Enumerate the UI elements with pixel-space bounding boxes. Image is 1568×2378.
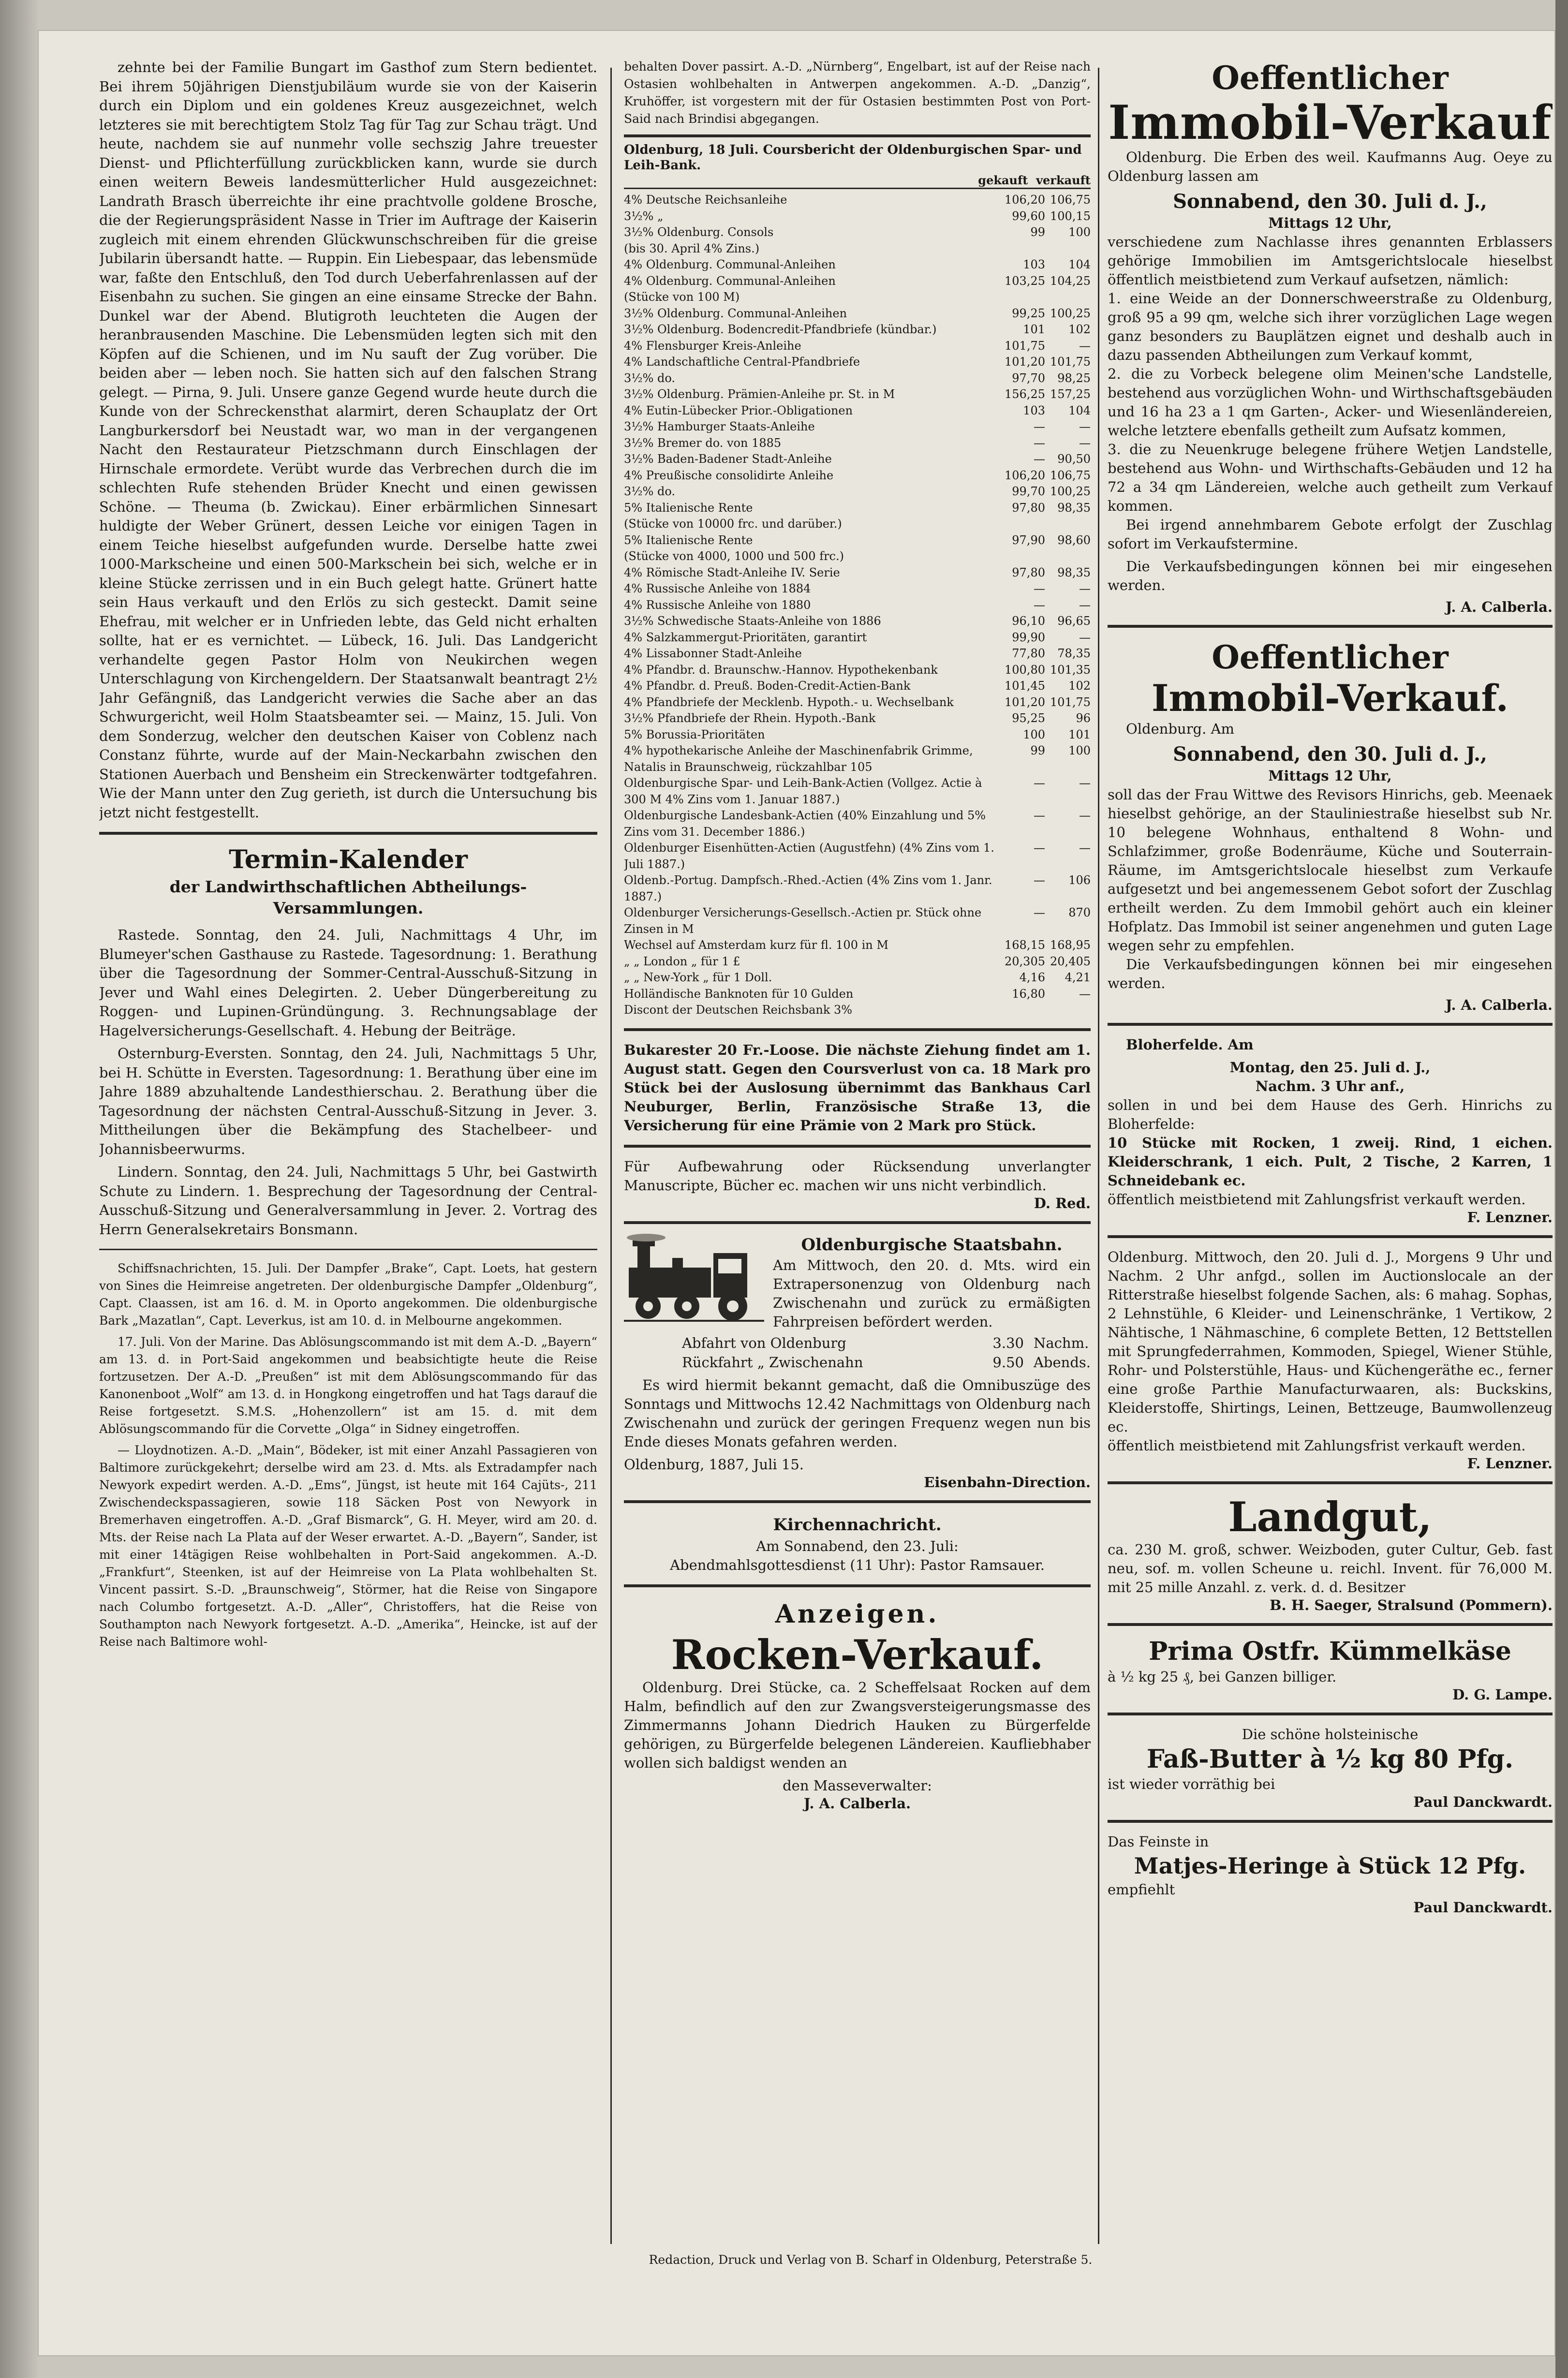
kurs-verkauft: 104 [1068,403,1091,417]
kurs-row [624,257,1091,273]
ad1-text2: verschiedene zum Nachlasse ihres genannten Erblassers gehörige Immobilien im Amtsgerichtslocale hieselbst öffentlich meistbietend zum Verkauf aufsetzen, nämlich: [1108,234,1553,288]
kurs-gekauft: — [1034,841,1045,855]
kurs-verkauft [1045,548,1091,565]
kurs-label: 3½% Bremer do. von 1885 [624,436,782,450]
ad1-text3: Bei irgend annehmbarem Gebote erfolgt der Zuschlag sofort im Verkaufstermine. [1108,517,1553,552]
kurs-label: 4% Römische Stadt-Anleihe IV. Serie [624,565,840,579]
manuscript-notice: Für Aufbewahrung oder Rücksendung unverlangter Manuscripte, Bücher ec. machen wir uns nicht verbindlich. [624,1158,1091,1194]
divider [1108,1023,1553,1026]
col-verkauft: verkauft [1036,173,1091,187]
kurs-label: „ „ London „ für 1 £ [624,954,740,968]
kurs-label: 3½% do. [624,485,675,498]
kurs-row [624,468,1091,484]
ad5-sign: B. H. Saeger, Stralsund (Pommern). [1270,1597,1553,1613]
ad8-title: Matjes-Heringe à Stück 12 Pfg. [1134,1853,1526,1879]
kurs-gekauft [1000,241,1045,257]
kirchen-line: Am Sonnabend, den 23. Juli: [756,1537,959,1554]
kurs-verkauft [1045,516,1091,532]
locomotive-icon [624,1234,764,1323]
kurs-row [624,403,1091,419]
ad2-time: Mittags 12 Uhr, [1268,768,1392,784]
kurs-gekauft: 101 [1023,323,1045,336]
kurs-gekauft: — [1034,776,1045,790]
kurs-label: Oldenburgische Landesbank-Actien (40% Einzahlung und 5% Zins vom 31. December 1886.) [624,809,986,839]
kurs-label: 4% Russische Anleihe von 1880 [624,598,811,612]
termin-subtitle: der Landwirthschaftlichen Abtheilungs-Versammlungen. [169,877,527,917]
ad6-title: Prima Ostfr. Kümmelkäse [1149,1637,1511,1666]
kurs-gekauft: 101,20 [1005,695,1045,709]
kurs-verkauft: 102 [1068,323,1091,336]
ad1-item: 3. die zu Neuenkruge belegene frühere Wetjen Landstelle, bestehend aus Wohn- und Wirthschafts-Gebäuden und 12 ha 72 a 34 qm Ländereien, welche auch getheilt zum Verkauf kommen. [1108,441,1553,514]
kurs-row [624,694,1091,711]
bahn-text: Am Mittwoch, den 20. d. Mts. wird ein Extrapersonenzug von Oldenburg nach Zwischenahn und zurück zu ermäßigten Fahrpreisen befördert werden. [773,1256,1091,1330]
ad1-item: 2. die zu Vorbeck belegene olim Meinen'sche Landstelle, bestehend aus vorzüglichen Wohn- und Wirthschaftsgebäuden und 16 ha 23 a 1 qm Garten-, Acker- und Wiesenländereien, welche letztere ebenfalls getheilt zum Aufsatz kommen, [1108,366,1553,439]
kurs-verkauft: 168,95 [1050,938,1091,952]
kurs-label: Holländische Banknoten für 10 Gulden [624,987,854,1001]
kurs-row [624,322,1091,338]
kurs-row [624,613,1091,630]
kurs-row [624,743,1091,775]
kurs-verkauft: 100,25 [1050,485,1091,498]
kurs-gekauft: — [1034,582,1045,595]
kurs-gekauft: 99 [1030,744,1045,757]
kurs-verkauft: 90,50 [1057,452,1091,466]
divider [99,1249,597,1250]
termin-entry: Lindern. Sonntag, den 24. Juli, Nachmittags 5 Uhr, bei Gastwirth Schute zu Lindern. 1. Besprechung der Tagesordnung der Central-Ausschuß-Sitzung und Generalversammlung in Jever. 2. Vortrag des Herrn Generalsekretairs Bonsmann. [99,1164,597,1238]
kurs-gekauft [1000,289,1045,306]
kurs-verkauft: 104,25 [1050,274,1091,288]
sched-part: Abends. [1033,1354,1091,1371]
kurs-gekauft: — [1034,436,1045,450]
kurs-verkauft: 101,35 [1050,663,1091,677]
kurs-row [624,548,1091,565]
kurs-row [624,386,1091,403]
kurs-label: Oldenburger Versicherungs-Gesellsch.-Actien pr. Stück ohne Zinsen in M [624,906,982,936]
kurs-label: (Stücke von 100 M) [624,290,740,304]
rocken-title: Rocken-Verkauf. [671,1630,1044,1679]
kurs-label: 4% Oldenburg. Communal-Anleihen [624,258,836,271]
imprint: Redaction, Druck und Verlag von B. Scharf in Oldenburg, Peterstraße 5. [649,2253,1093,2267]
termin-entry: Osternburg-Eversten. Sonntag, den 24. Juli, Nachmittags 5 Uhr, bei H. Schütte in Eversten. Tagesordnung: 1. Berathung über eine im Jahre 1889 abzuhaltende Landesthierschau. 2. Berathung über die Tagesordnung der nächsten Central-Ausschuß-Sitzung in Jever. 3. Mittheilungen über die Bekämpfung des Stachelbeer- und Johannisbeerwurms. [99,1045,597,1157]
kurs-gekauft [1000,548,1045,565]
ad2-date: Sonnabend, den 30. Juli d. J., [1173,743,1487,766]
kurs-gekauft: 99,90 [1012,630,1045,644]
divider [1108,1820,1553,1823]
kurs-row [624,840,1091,872]
kurs-verkauft: 870 [1068,906,1091,919]
anzeigen-heading: Anzeigen. [775,1599,940,1629]
kurs-verkauft: 106 [1068,873,1091,887]
ad3-text2: öffentlich meistbietend mit Zahlungsfrist verkauft werden. [1108,1191,1526,1208]
kurs-label: Wechsel auf Amsterdam kurz für fl. 100 in M [624,938,888,952]
divider [624,1028,1091,1031]
kurs-verkauft: — [1079,987,1091,1001]
kurs-gekauft: 97,90 [1012,533,1045,547]
kurs-row [624,630,1091,646]
ad8-sign: Paul Danckwardt. [1413,1899,1553,1916]
kurs-verkauft [1045,241,1091,257]
kurs-verkauft: 78,35 [1057,647,1091,660]
kurs-label: 3½% Oldenburg. Prämien-Anleihe pr. St. in M [624,387,895,401]
kurs-row [624,937,1091,954]
kurs-verkauft [1045,289,1091,306]
kirchen-line: Abendmahlsgottesdienst (11 Uhr): Pastor Ramsauer. [670,1556,1045,1573]
kurs-label: 5% Italienische Rente [624,533,753,547]
kurs-verkauft: 102 [1068,679,1091,693]
kurs-label: 3½% „ [624,209,664,223]
ad6-sign: D. G. Lampe. [1452,1686,1553,1703]
kurs-verkauft: — [1079,630,1091,644]
ad6-text: à ½ kg 25 ₰, bei Ganzen billiger. [1108,1669,1337,1685]
kurs-verkauft: — [1079,339,1091,353]
kurs-label: 4% Landschaftliche Central-Pfandbriefe [624,355,860,369]
kurs-row [624,516,1091,532]
kurs-verkauft: 100,25 [1050,306,1091,320]
kurs-row [624,451,1091,468]
ad1-date: Sonnabend, den 30. Juli d. J., [1173,190,1487,213]
kurs-verkauft: — [1079,420,1091,433]
ad4-text2: öffentlich meistbietend mit Zahlungsfrist verkauft werden. [1108,1437,1526,1454]
kurs-row [624,208,1091,225]
divider [1108,1481,1553,1484]
divider [624,1221,1091,1224]
kurs-verkauft: 98,35 [1057,501,1091,515]
kurs-verkauft: 106,75 [1050,468,1091,482]
kurs-label: 3½% Baden-Badener Stadt-Anleihe [624,452,832,466]
kurs-gekauft: — [1034,420,1045,433]
ad1-item: 1. eine Weide an der Donnerschweerstraße zu Oldenburg, groß 95 a 99 qm, welche sich ihrer vorzüglichen Lage wegen ganz besonders zu Bauplätzen eignet und deshalb auch in dazu passenden Abtheilungen zum Verkauf kommt, [1108,290,1553,363]
kurs-verkauft: — [1079,809,1091,822]
kurs-verkauft: 100 [1068,744,1091,757]
kurs-label: 4% Deutsche Reichsanleihe [624,193,787,207]
kurs-label: 4% Salzkammergut-Prioritäten, garantirt [624,630,867,644]
kurs-gekauft: 156,25 [1005,387,1045,401]
divider [624,134,1091,137]
rocken-line: den Masseverwalter: [783,1777,932,1794]
sched-label: Rückfahrt „ Zwischenahn [682,1354,863,1371]
ad2-text2: soll das der Frau Wittwe des Revisors Hinrichs, geb. Meenaek hieselbst gehörige, an der Stauliniestraße hieselbst sub Nr. 10 belegene Wohnhaus, enthaltend 8 Wohn- und Schlafzimmer, große Bodenräume, Küche und Souterrain-Räume, im Amtsgerichtslocale hieselbst zum Verkaufe aufgesetzt und bei angemessenem Gebot sofort der Zuschlag ertheilt werden. Zu dem Immobil gehört auch ein kleiner Hofplatz. Das Immobil ist seiner angenehmen und guten Lage wegen sehr zu empfehlen. [1108,786,1553,954]
divider [99,832,597,835]
kurs-label: 4% Russische Anleihe von 1884 [624,582,811,595]
kurs-row [624,354,1091,370]
ad3-time: Nachm. 3 Uhr anf., [1255,1078,1405,1094]
column-rule [610,68,612,2244]
kurs-row [624,532,1091,549]
kurs-row [624,338,1091,354]
kurs-label: 4% Pfandbr. d. Preuß. Boden-Credit-Actien-Bank [624,679,911,693]
kurs-table [624,192,1091,1019]
bahn-notice [624,1234,1091,1331]
kurs-gekauft [1000,516,1045,532]
kurs-gekauft: 103,25 [1005,274,1045,288]
kurs-row [624,192,1091,208]
bahn-schedule [682,1333,1091,1372]
kurs-row [624,662,1091,679]
ad2-title: Immobil-Verkauf. [1152,677,1509,720]
divider [1108,625,1553,628]
kurs-verkauft [1045,1002,1091,1019]
ad7-sign: Paul Danckwardt. [1413,1794,1553,1810]
kurs-gekauft: 20,305 [1005,954,1045,968]
kurs-row [624,241,1091,257]
kurs-label: 4% Pfandbr. d. Braunschw.-Hannov. Hypothekenbank [624,663,938,677]
kurs-gekauft: 96,10 [1012,614,1045,628]
col-gekauft: gekauft [978,173,1028,187]
kurs-row [624,597,1091,614]
ad5-title: Landgut, [1228,1493,1432,1541]
kurs-gekauft: 97,80 [1012,501,1045,515]
kurs-label: 3½% Schwedische Staats-Anleihe von 1886 [624,614,881,628]
kurs-label: 4% Pfandbriefe der Mecklenb. Hypoth.- u. Wechselbank [624,695,954,709]
kurs-label: (bis 30. April 4% Zins.) [624,241,760,255]
termin-entry: Rastede. Sonntag, den 24. Juli, Nachmittags 4 Uhr, im Blumeyer'schen Gasthause zu Rastede. Tagesordnung: 1. Berathung über die Tagesordnung der Sommer-Central-Ausschuß-Sitzung in Jever und Wahl eines Delegirten. 2. Ueber Düngerbereitung zu Roggen- und Lupinen-Gründüngung. 3. Rechnungsablage der Hagelversicherungs-Gesellschaft. 4. Hebung der Beiträge. [99,927,597,1039]
kurs-title: Coursbericht der Oldenburgischen Spar- und Leih-Bank. [624,143,1082,173]
kurs-row [624,224,1091,241]
kurs-row [624,306,1091,322]
kurs-row [624,727,1091,743]
kurs-row [624,775,1091,808]
kurs-gekauft: 168,15 [1005,938,1045,952]
ad1-time: Mittags 12 Uhr, [1268,215,1392,231]
kurs-label: (Stücke von 4000, 1000 und 500 frc.) [624,549,844,563]
kurs-row [624,954,1091,970]
kurs-label: 4% Flensburger Kreis-Anleihe [624,339,801,353]
sched-part: Nachm. [1033,1334,1089,1351]
kurs-row [624,646,1091,662]
column-rule [1098,68,1099,2244]
column-3 [1108,58,1553,2251]
sched-time: 9.50 [992,1354,1024,1371]
rocken-text: Oldenburg. Drei Stücke, ca. 2 Scheffelsaat Rocken auf dem Halm, befindlich auf den zur Zwangsversteigerungsmasse des Zimmermanns Johann Diedrich Hauken zu Bürgerfelde gehörigen, zu Bürgerfelde belegenen Ländereien. Kaufliebhaber wollen sich baldigst wenden an [624,1679,1091,1771]
kurs-gekauft: 101,75 [1005,339,1045,353]
kurs-row [624,678,1091,694]
kurs-row [624,581,1091,597]
kurs-verkauft: 98,35 [1057,565,1091,579]
kurs-verkauft: 96 [1076,711,1091,725]
kirchen-title: Kirchennachricht. [773,1515,942,1535]
kurs-gekauft: 77,80 [1012,647,1045,660]
kurs-label: 4% Eutin-Lübecker Prior.-Obligationen [624,403,853,417]
ship-news: Schiffsnachrichten, 15. Juli. Der Dampfer „Brake“, Capt. Loets, hat gestern von Sines die Heimreise angetreten. Der oldenburgische Dampfer „Oldenburg“, Capt. Claassen, ist am 16. d. M. in Oporto angekommen. Die oldenburgische Bark „Mazatlan“, Capt. Leverkus, ist am 10. d. in Melbourne angekommen. [99,1261,597,1328]
news-text: zehnte bei der Familie Bungart im Gasthof zum Stern bedientet. Bei ihrem 50jährigen Dienstjubiläum wurde sie von der Kaiserin durch ein Diplom und ein goldenes Kreuz ausgezeichnet, welch letzteres sie mit berechtigtem Stolz Tag für Tag zur Schau trägt. Und heute, nachdem sie auf nunmehr volle sechszig Jahre treuester Dienst- und Pflichterfüllung zurückblicken kann, wurde sie durch einen weitern Beweis landesmütterlicher Huld ausgezeichnet: Landrath Brasch überreichte ihr eine prachtvolle goldene Brosche, die der Regierungspräsident Nasse in Trier im Auftrage der Kaiserin zugleich mit einem ehrenden Glückwunschschreiben für die greise Jubilarin übersandt hatte. — Ruppin. Ein Liebespaar, das lebensmüde war, faßte den Entschluß, den Tod durch Ueberfahrenlassen auf der Eisenbahn zu suchen. Sie gingen an eine einsame Strecke der Bahn. Dunkel war der Abend. Blutigroth leuchteten die Augen der heranbrausenden Maschine. Die Lebensmüden legten sich mit den Köpfen auf die Schienen, und im Nu sauft der Zug vorüber. Die beiden aber — leben noch. Sie hatten sich auf den falschen Strang gelegt. — Pirna, 9. Juli. Unsere ganze Gegend wurde heute durch die Kunde von der Schreckensthat alarmirt, deren Schauplatz der Ort Langburkersdorf bei Neustadt war, wo man in der vergangenen Nacht den Restaurateur Pietzschmann durch Einschlagen der Hirnschale ermordete. Verübt wurde das Verbrechen durch die im schlechten Rufe stehenden Brüder Knecht und einen gewissen Schöne. — Theuma (b. Zwickau). Einer erbärmlichen Sinnesart huldigte der Weber Grünert, dessen Leiche vor einigen Tagen in einem Teiche hieselbst aufgefunden wurde. Derselbe hatte zwei 1000-Markscheine und einen 500-Markschein bei sich, welche er in kleine Stücke zerrissen und in ein Buch gelegt hatte. Grünert hatte sein Haus verkauft und den Erlös zu sich gesteckt. Damit seine Ehefrau, mit welcher er in Unfrieden lebte, das Geld nicht erhalten sollte, hat er es vernichtet. — Lübeck, 16. Juli. Das Landgericht verhandelte gegen Pastor Holm von Neukirchen wegen Unterschlagung von Kirchengeldern. Der Staatsanwalt beantragt 2½ Jahr Gefängniß, das Landgericht verwies die Sache aber an das Schwurgericht, weil Holm Staatsbeamter sei. — Mainz, 15. Juli. Von dem Sonderzug, welcher den deutschen Kaiser von Coblenz nach Constanz führte, wurde auf der Main-Neckarbahn zwischen den Stationen Auerbach und Bensheim ein Streckenwärter todtgefahren. Wie der Mann unter den Zug gerieth, ist durch die Untersuchung bis jetzt nicht festgestellt. [99,59,597,821]
rocken-sign: J. A. Calberla. [803,1795,911,1812]
ad1-text4: Die Verkaufsbedingungen können bei mir eingesehen werden. [1108,558,1553,593]
bahn-sign: Eisenbahn-Direction. [924,1474,1091,1491]
kurs-gekauft: 97,80 [1012,565,1045,579]
kurs-gekauft: 100 [1023,727,1045,741]
ship-news-cont: behalten Dover passirt. A.-D. „Nürnberg“, Engelbart, ist auf der Reise nach Ostasien wohlbehalten in Antwerpen angekommen. A.-D. „Danzig“, Kruhöffer, ist vorgestern mit der für Ostasien bestimmten Post von Port-Said nach Brindisi abgegangen. [624,59,1091,126]
kurs-row [624,273,1091,290]
ad3-place: Bloherfelde. Am [1126,1036,1254,1053]
kurs-verkauft: — [1079,841,1091,855]
kurs-verkauft: 20,405 [1050,954,1091,968]
kurs-gekauft: 103 [1023,403,1045,417]
kurs-gekauft: 97,70 [1012,371,1045,385]
kurs-verkauft: 4,21 [1065,971,1091,984]
kurs-gekauft: 106,20 [1005,468,1045,482]
kurs-row [624,970,1091,986]
kurs-gekauft: 101,45 [1005,679,1045,693]
ad1-sign: J. A. Calberla. [1445,599,1553,615]
kurs-gekauft: 4,16 [1019,971,1045,984]
divider [624,1584,1091,1587]
kurs-row [624,565,1091,581]
divider [1108,1623,1553,1626]
bahn-title: Oldenburgische Staatsbahn. [801,1235,1063,1255]
kurs-label: 5% Borussia-Prioritäten [624,727,765,741]
column-2 [624,58,1091,2251]
divider [624,1500,1091,1503]
ad7-title: Faß-Butter à ½ kg 80 Pfg. [1146,1744,1514,1774]
kurs-row [624,435,1091,452]
ad8-pre: Das Feinste in [1108,1833,1209,1850]
kurs-verkauft: 101 [1068,727,1091,741]
kurs-gekauft: 99,25 [1012,306,1045,320]
kurs-verkauft: 157,25 [1050,387,1091,401]
kurs-gekauft: 100,80 [1005,663,1045,677]
kurs-row [624,808,1091,840]
kurs-label: „ „ New-York „ für 1 Doll. [624,971,772,984]
kurs-verkauft: 98,60 [1057,533,1091,547]
kurs-date: Oldenburg, 18 Juli. [624,143,759,157]
manuscript-sign: D. Red. [1034,1195,1091,1211]
ad4-text: Oldenburg. Mittwoch, den 20. Juli d. J., Morgens 9 Uhr und Nachm. 2 Uhr anfgd., sollen im Auctionslocale an der Ritterstraße hieselbst folgende Sachen, als: 6 mahag. Sophas, 2 Lehnstühle, 6 Kleider- und Leinenschränke, 1 Vertikow, 2 Nähtische, 1 Nähmaschine, 6 complete Betten, 12 Bettstellen mit Sprungfederrahmen, Kommoden, Spiegel, Wiener Stühle, Rohr- und Polsterstühle, Haus- und Küchengeräthe ec., ferner eine große Parthie Manufacturwaaren, als: Buckskins, Kleiderstoffe, Shirtings, Leinen, Bettzeuge, Baumwollenzeug ec. [1108,1249,1553,1435]
kurs-row [624,872,1091,905]
kurs-row [624,500,1091,517]
kurs-row [624,484,1091,500]
kurs-label: 5% Italienische Rente [624,501,753,515]
ad7-text: ist wieder vorräthig bei [1108,1776,1275,1792]
kurs-gekauft: 101,20 [1005,355,1045,369]
kurs-gekauft: 106,20 [1005,193,1045,207]
kurs-gekauft: — [1034,873,1045,887]
kurs-row [624,289,1091,306]
kurs-column-header [624,173,1091,189]
kurs-gekauft: 16,80 [1012,987,1045,1001]
kurs-verkauft: — [1079,582,1091,595]
kurs-row [624,905,1091,937]
kurs-row [624,986,1091,1003]
sched-time: 3.30 [992,1334,1024,1351]
ad8-text: empfiehlt [1108,1881,1175,1898]
lose-notice: Bukarester 20 Fr.-Loose. Die nächste Ziehung findet am 1. August statt. Gegen den Coursverlust von ca. 18 Mark pro Stück bei der Auslosung übernimmt das Bankhaus Carl Neuburger, Berlin, Französische Straße 13, die Versicherung für eine Prämie von 2 Mark pro Stück. [624,1041,1091,1134]
kurs-label: 4% Preußische consolidirte Anleihe [624,468,834,482]
kurs-label: 4% Oldenburg. Communal-Anleihen [624,274,836,288]
kurs-verkauft: 100,15 [1050,209,1091,223]
ad3-sign: F. Lenzner. [1467,1209,1553,1226]
kurs-verkauft: 104 [1068,258,1091,271]
kurs-gekauft: 103 [1023,258,1045,271]
kurs-gekauft: 99 [1030,225,1045,239]
kurs-verkauft: — [1079,776,1091,790]
kurs-label: 4% Lissabonner Stadt-Anleihe [624,647,802,660]
ship-news: 17. Juli. Von der Marine. Das Ablösungscommando ist mit dem A.-D. „Bayern“ am 13. d. in Port-Said angekommen und beabsichtigte heute die Reise fortzusetzen. Der A.-D. „Preußen“ ist mit dem Ablösungscommando für das Kanonenboot „Wolf“ am 13. d. in Hongkong eingetroffen und hat Tags darauf die Reise fortgesetzt. S.M.S. „Hohenzollern“ ist am 15. d. mit dem Ablösungscommando für die Corvette „Olga“ in Sidney eingetroffen. [99,1335,597,1436]
kurs-label: Discont der Deutschen Reichsbank 3% [624,1003,853,1017]
ad3-date: Montag, den 25. Juli d. J., [1229,1059,1431,1076]
kurs-label: (Stücke von 10000 frc. und darüber.) [624,517,842,531]
kurs-gekauft: 99,60 [1012,209,1045,223]
book-binding [0,0,38,2378]
kurs-gekauft: — [1034,598,1045,612]
page-edge [1555,0,1568,2378]
ad4-sign: F. Lenzner. [1467,1455,1553,1472]
divider [624,1145,1091,1148]
kurs-verkauft: 101,75 [1050,695,1091,709]
kurs-row [624,710,1091,727]
kurs-gekauft [1000,1002,1045,1019]
sched-label: Abfahrt von Oldenburg [682,1334,846,1351]
kurs-verkauft: — [1079,598,1091,612]
bahn-date: Oldenburg, 1887, Juli 15. [624,1456,804,1473]
kurs-verkauft: — [1079,436,1091,450]
ad2-text3: Die Verkaufsbedingungen können bei mir eingesehen werden. [1108,956,1553,991]
kurs-verkauft: 100 [1068,225,1091,239]
kurs-verkauft: 98,25 [1057,371,1091,385]
column-1 [99,58,597,2251]
kurs-label: Oldenb.-Portug. Dampfsch.-Rhed.-Actien (4% Zins vom 1. Janr. 1887.) [624,873,992,903]
kurs-label: 3½% Pfandbriefe der Rhein. Hypoth.-Bank [624,711,876,725]
ad2-top: Oeffentlicher [1212,638,1449,676]
ad1-text: Oldenburg. Die Erben des weil. Kaufmanns Aug. Oeye zu Oldenburg lassen am [1108,149,1553,184]
ad2-sign: J. A. Calberla. [1445,997,1553,1013]
kurs-row [624,1002,1091,1019]
ad3-items: 10 Stücke mit Rocken, 1 zweij. Rind, 1 eichen. Kleiderschrank, 1 eich. Pult, 2 Tische, 2 Karren, 1 Schneidebank ec. [1108,1135,1553,1189]
ad7-pre: Die schöne holsteinische [1242,1726,1419,1743]
kurs-gekauft: — [1034,809,1045,822]
kurs-label: 3½% Oldenburg. Communal-Anleihen [624,306,847,320]
kurs-label: Oldenburger Eisenhütten-Actien (Augustfehn) (4% Zins vom 1. Juli 1887.) [624,841,994,871]
ad1-top: Oeffentlicher [1212,59,1449,97]
kurs-gekauft: — [1034,452,1045,466]
kurs-verkauft: 101,75 [1050,355,1091,369]
ad2-text: Oldenburg. Am [1126,721,1234,737]
kurs-label: 3½% Oldenburg. Consols [624,225,774,239]
kurs-label: 3½% do. [624,371,675,385]
kurs-verkauft: 106,75 [1050,193,1091,207]
divider [1108,1235,1553,1238]
kurs-label: Oldenburgische Spar- und Leih-Bank-Actien (Vollgez. Actie à 300 M 4% Zins vom 1. Januar 1887.) [624,776,982,806]
kurs-label: 4% hypothekarische Anleihe der Maschinenfabrik Grimme, Natalis in Braunschweig, rückzahlbar 105 [624,744,973,774]
ad3-text: sollen in und bei dem Hause des Gerh. Hinrichs zu Bloherfelde: [1108,1097,1553,1132]
ad5-text: ca. 230 M. groß, schwer. Weizboden, guter Cultur, Geb. fast neu, sof. m. vollen Scheune u. reichl. Invent. für 76,000 M. mit 25 mille Anzahl. z. verk. d. d. Besitzer [1108,1541,1553,1595]
kurs-gekauft: 95,25 [1012,711,1045,725]
bahn-text2: Es wird hiermit bekannt gemacht, daß die Omnibuszüge des Sonntags und Mittwochs 12.42 Nachmittags von Oldenburg nach Zwischenahn und zurück der geringen Frequenz wegen nun bis Ende dieses Monats gefahren werden. [624,1376,1091,1450]
kurs-gekauft: — [1034,906,1045,919]
kurs-gekauft: 99,70 [1012,485,1045,498]
kurs-heading [624,142,1091,173]
kurs-label: 3½% Oldenburg. Bodencredit-Pfandbriefe (kündbar.) [624,323,937,336]
divider [1108,1713,1553,1715]
termin-title: Termin-Kalender [229,845,468,874]
ship-news: — Lloydnotizen. A.-D. „Main“, Bödeker, ist mit einer Anzahl Passagieren von Baltimore zurückgekehrt; derselbe wird am 23. d. Mts. als Extradampfer nach Newyork expedirt werden. A.-D. „Ems“, Jüngst, ist heute mit 164 Cajüts-, 211 Zwischendeckspassagieren, sowie 118 Säcken Post von Newyork in Bremerhaven eingetroffen. A.-D. „Graf Bismarck“, G. H. Meyer, wird am 20. d. Mts. der Reise nach La Plata auf der Weser erwartet. A.-D. „Bayern“, Sander, ist mit einer 14tägigen Reise wohlbehalten in Port-Said angekommen. A.-D. „Frankfurt“, Steenken, ist auf der Heimreise von La Plata wohlbehalten St. Vincent passirt. S.-D. „Braunschweig“, Störmer, hat die Reise von Singapore nach Columbo fortgesetzt. A.-D. „Aller“, Christoffers, hat die Reise von Southampton nach Newyork fortgesetzt. A.-D. „Amerika“, Heincke, ist auf der Reise nach Baltimore wohl- [99,1443,597,1649]
ad1-title: Immobil-Verkauf [1108,95,1552,150]
kurs-row [624,419,1091,435]
kurs-verkauft: 96,65 [1057,614,1091,628]
kurs-row [624,370,1091,387]
kurs-label: 3½% Hamburger Staats-Anleihe [624,420,815,433]
